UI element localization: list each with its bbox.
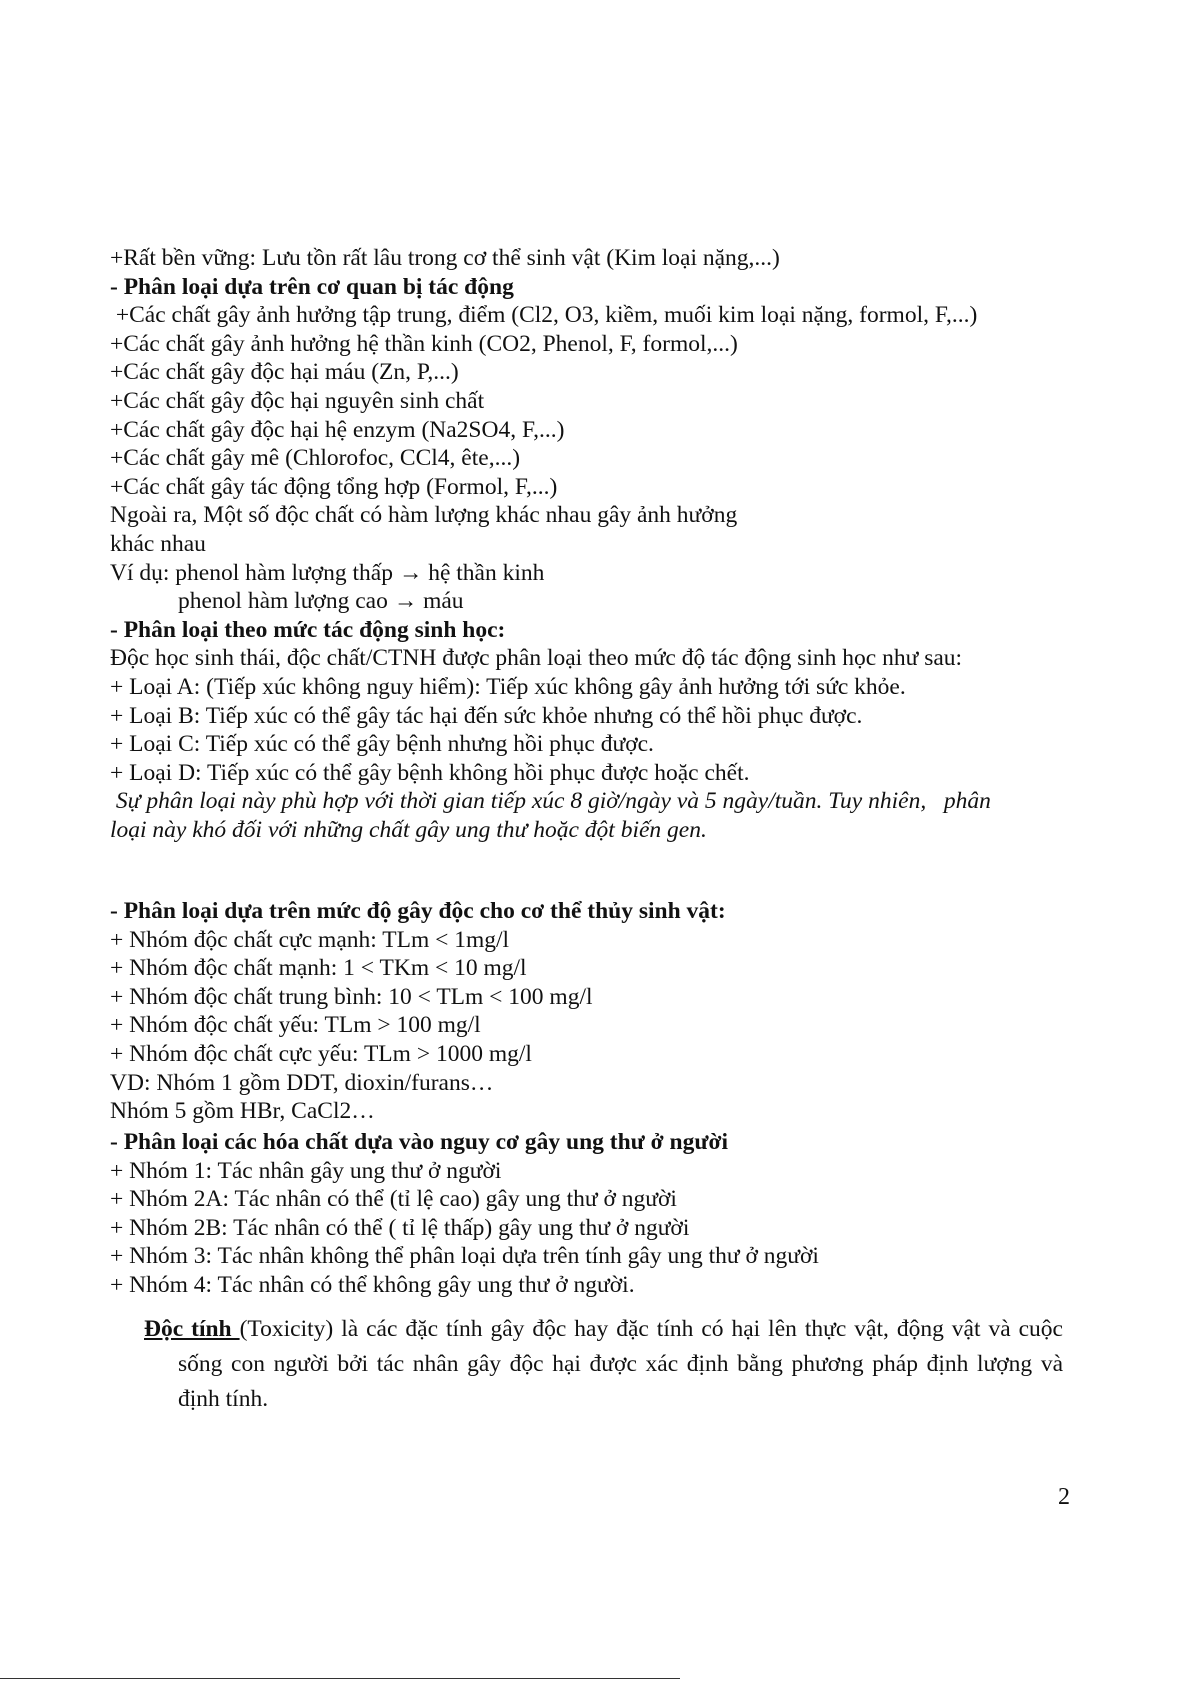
list-item: +Các chất gây mê (Chlorofoc, CCl4, ête,...)	[110, 445, 521, 472]
aquatic-toxicity-section	[110, 897, 1090, 1126]
list-item: +Các chất gây ảnh hưởng hệ thần kinh (CO2, Phenol, F, formol,...)	[110, 330, 738, 357]
text-line: +Rất bền vững: Lưu tồn rất lâu trong cơ thể sinh vật (Kim loại nặng,...)	[110, 245, 780, 271]
list-item: +Các chất gây tác động tổng hợp (Formol, F,...)	[110, 473, 558, 500]
list-item: + Nhóm độc chất cực yếu: TLm > 1000 mg/l	[110, 1040, 532, 1067]
list-item: + Nhóm độc chất yếu: TLm > 100 mg/l	[110, 1012, 481, 1039]
carcinogen-section	[110, 1128, 1090, 1300]
list-item: + Nhóm 4: Tác nhân có thể không gây ung thư ở người.	[110, 1271, 635, 1298]
example-line: Nhóm 5 gồm HBr, CaCl2…	[110, 1098, 375, 1125]
definition-body: (Toxicity) là các đặc tính gây độc hay đặc tính có hại lên thực vật, động vật và cuộc sống con người bởi tác nhân gây độc hại được xác định bằng phương pháp định lượng và định tính.	[178, 1316, 1063, 1412]
list-item: + Nhóm độc chất mạnh: 1 < TKm < 10 mg/l	[110, 955, 527, 982]
list-item: + Nhóm độc chất cực mạnh: TLm < 1mg/l	[110, 926, 510, 953]
list-item: + Loại A: (Tiếp xúc không nguy hiểm): Tiếp xúc không gây ảnh hưởng tới sức khỏe.	[110, 673, 906, 700]
example-line: VD: Nhóm 1 gồm DDT, dioxin/furans…	[110, 1069, 494, 1096]
text-line: Ngoài ra, Một số độc chất có hàm lượng khác nhau gây ảnh hưởng	[110, 502, 738, 529]
italic-note: Sự phân loại này phù hợp với thời gian tiếp xúc 8 giờ/ngày và 5 ngày/tuần. Tuy nhiên, phân	[110, 788, 991, 815]
footer-divider	[0, 1678, 680, 1679]
list-item: + Nhóm 1: Tác nhân gây ung thư ở người	[110, 1157, 502, 1184]
italic-note: loại này khó đối với những chất gây ung thư hoặc đột biến gen.	[110, 816, 707, 843]
section-heading-text: - Phân loại dựa trên mức độ gây độc cho cơ thể thủy sinh vật:	[110, 898, 726, 924]
toxicity-definition	[144, 1312, 1063, 1417]
classification-by-organ-section	[110, 244, 1090, 844]
list-item: + Loại B: Tiếp xúc có thể gây tác hại đến sức khỏe nhưng có thể hồi phục được.	[110, 702, 863, 729]
section-heading: - Phân loại theo mức tác động sinh học:	[110, 616, 506, 643]
definition-term: Độc tính	[144, 1316, 240, 1342]
list-item: + Loại C: Tiếp xúc có thể gây bệnh nhưng hồi phục được.	[110, 731, 654, 758]
text-line: Độc học sinh thái, độc chất/CTNH được phân loại theo mức độ tác động sinh học như sau:	[110, 645, 963, 672]
list-item: +Các chất gây độc hại hệ enzym (Na2SO4, F,...)	[110, 416, 565, 443]
list-item: +Các chất gây độc hại máu (Zn, P,...)	[110, 359, 459, 386]
section-heading	[110, 897, 1090, 926]
page-number: 2	[1058, 1484, 1070, 1510]
list-item: + Nhóm 2B: Tác nhân có thể ( tỉ lệ thấp) gây ung thư ở người	[110, 1214, 690, 1241]
section-heading: - Phân loại các hóa chất dựa vào nguy cơ gây ung thư ở người	[110, 1129, 728, 1155]
example-line: phenol hàm lượng cao → máu	[178, 588, 464, 615]
section-heading: - Phân loại dựa trên cơ quan bị tác động	[110, 273, 514, 300]
list-item: + Loại D: Tiếp xúc có thể gây bệnh không hồi phục được hoặc chết.	[110, 759, 750, 786]
list-item: + Nhóm 2A: Tác nhân có thể (tỉ lệ cao) gây ung thư ở người	[110, 1186, 677, 1213]
list-item: +Các chất gây độc hại nguyên sinh chất	[110, 387, 485, 414]
example-line: Ví dụ: phenol hàm lượng thấp → hệ thần kinh	[110, 559, 545, 586]
text-line: khác nhau	[110, 530, 206, 557]
list-item: +Các chất gây ảnh hưởng tập trung, điểm (Cl2, O3, kiềm, muối kim loại nặng, formol, F,...)	[110, 302, 978, 329]
list-item: + Nhóm 3: Tác nhân không thể phân loại dựa trên tính gây ung thư ở người	[110, 1243, 819, 1270]
list-item: + Nhóm độc chất trung bình: 10 < TLm < 100 mg/l	[110, 983, 593, 1010]
